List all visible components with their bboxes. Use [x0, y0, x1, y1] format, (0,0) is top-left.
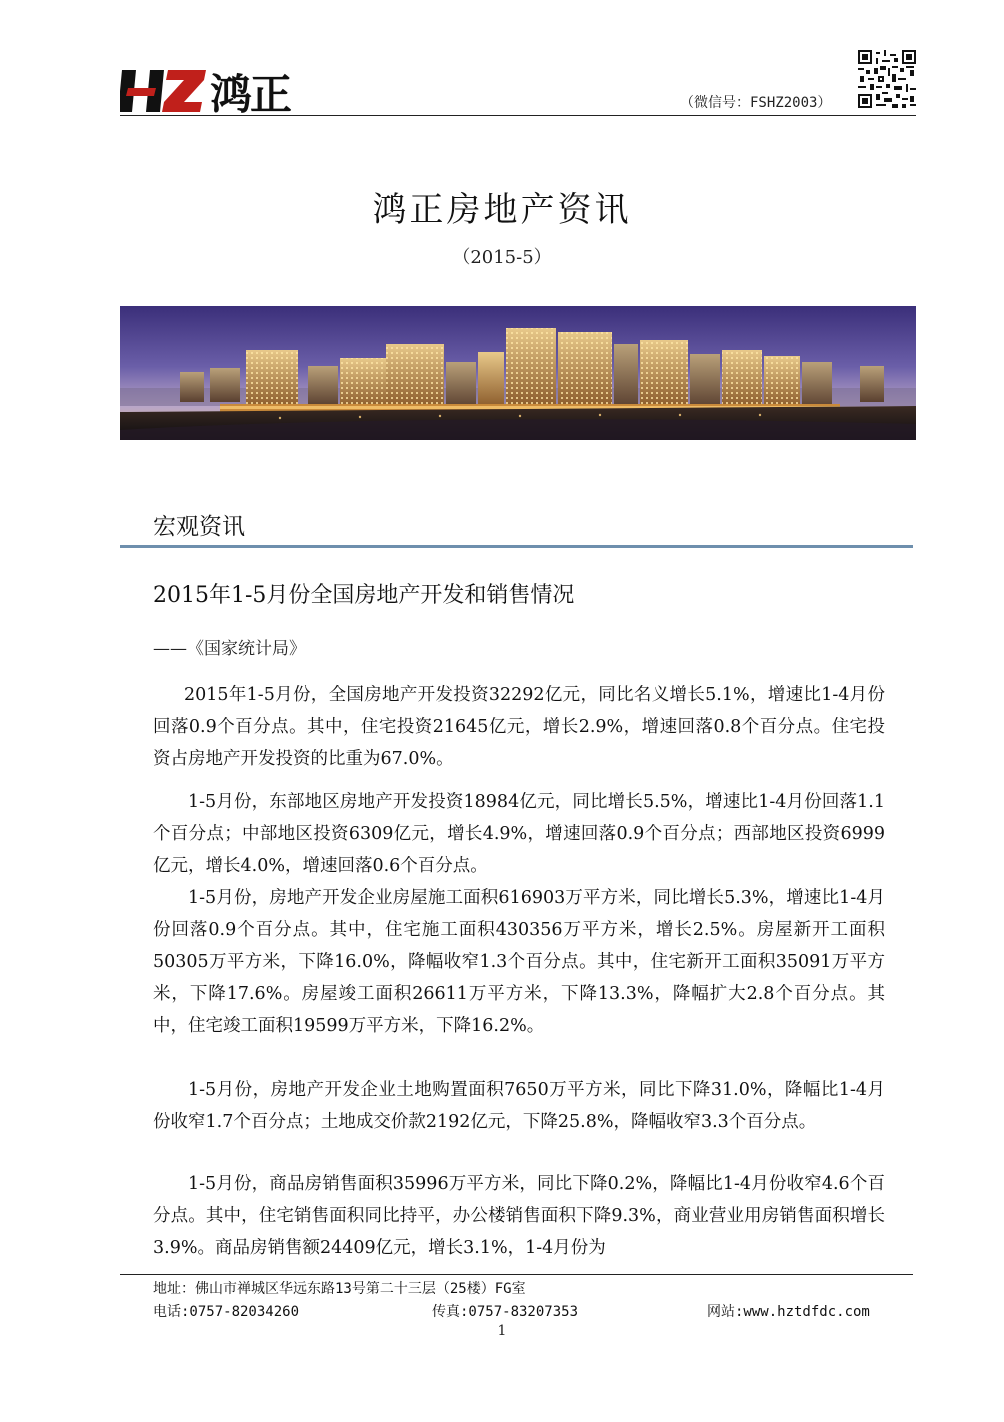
footer-website: 网站:www.hztdfdc.com	[707, 1304, 870, 1320]
header-divider	[120, 115, 916, 116]
issue-date: （2015-5）	[452, 247, 552, 268]
article-source: ——《国家统计局》	[153, 639, 306, 659]
section-title: 宏观资讯	[153, 514, 245, 540]
banner-cityscape-image	[120, 306, 916, 440]
article-headline: 2015年1-5月份全国房地产开发和销售情况	[153, 583, 575, 608]
paragraph: 1-5月份，商品房销售面积35996万平方米，同比下降0.2%，降幅比1-4月份收窄4.6个百分点。其中，住宅销售面积同比持平，办公楼销售面积下降9.3%，商业营业用房销售面积增长3.9%。商品房销售额24409亿元，增长3.1%，1-4月份为	[153, 1174, 885, 1258]
qr-code	[858, 50, 916, 108]
section-divider	[120, 545, 913, 548]
paragraph: 1-5月份，房地产开发企业房屋施工面积616903万平方米，同比增长5.3%，增速比1-4月份回落0.9个百分点。其中，住宅施工面积430356万平方米，增长2.5%。房屋新开工面积50305万平方米，下降16.0%，降幅收窄1.3个百分点。其中，住宅新开工面积35091万平方米，下降17.6%。房屋竣工面积26611万平方米，下降13.3%，降幅扩大2.8个百分点。其中，住宅竣工面积19599万平方米，下降16.2%。	[153, 888, 885, 1036]
paragraph: 1-5月份，东部地区房地产开发投资18984亿元，同比增长5.5%，增速比1-4月份回落1.1个百分点；中部地区投资6309亿元，增长4.9%，增速回落0.9个百分点；西部地区投资6999亿元，增长4.0%，增速回落0.6个百分点。	[153, 792, 885, 876]
footer-phone: 电话:0757-82034260	[153, 1304, 300, 1320]
footer-address: 地址：佛山市禅城区华远东路13号第二十三层（25楼）FG室	[153, 1281, 526, 1297]
paragraph: 2015年1-5月份，全国房地产开发投资32292亿元，同比名义增长5.1%，增速比1-4月份回落0.9个百分点。其中，住宅投资21645亿元，增长2.9%，增速回落0.8个百分点。住宅投资占房地产开发投资的比重为67.0%。	[153, 685, 885, 769]
svg-text:鸿正: 鸿正	[210, 70, 291, 116]
page-number: 1	[497, 1323, 507, 1339]
hz-logo	[120, 66, 295, 116]
footer-divider	[120, 1274, 913, 1275]
wechat-id: （微信号：FSHZ2003）	[680, 95, 832, 111]
paragraph: 1-5月份，房地产开发企业土地购置面积7650万平方米，同比下降31.0%，降幅比1-4月份收窄1.7个百分点；土地成交价款2192亿元，下降25.8%，降幅收窄3.3个百分点。	[153, 1080, 885, 1132]
footer-fax: 传真:0757-83207353	[432, 1304, 579, 1320]
document-title: 鸿正房地产资讯	[372, 190, 632, 230]
